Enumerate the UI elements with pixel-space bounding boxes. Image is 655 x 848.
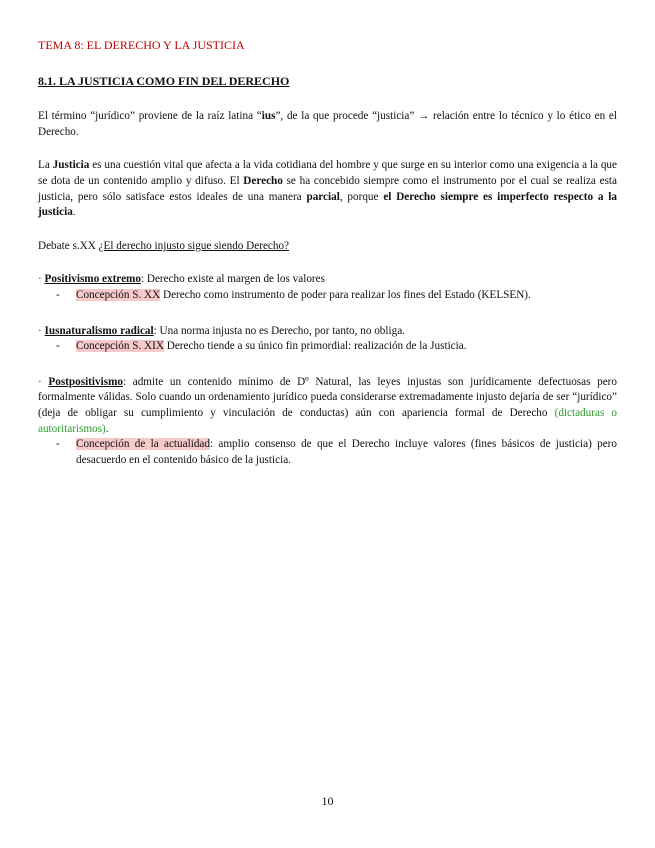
highlight-label: Concepción S. XIX bbox=[76, 340, 164, 353]
bold-term: Justicia bbox=[52, 159, 90, 172]
dash-bullet: - bbox=[56, 340, 60, 353]
bold-phrase: el Derecho siempre es imperfecto respecto a la justicia bbox=[38, 190, 617, 219]
bullet: · bbox=[38, 273, 45, 286]
list-item-positivismo bbox=[38, 272, 617, 303]
text-run: es una cuestión vital que afecta a la vida cotidiana del hombre y que surge en su interior como una exigencia a la que se dota de un contenido amplio y difuso. El bbox=[38, 159, 617, 187]
highlight-label: Concepción S. XX bbox=[76, 288, 161, 301]
debate-question: ¿El derecho injusto sigue siendo Derecho? bbox=[98, 239, 290, 252]
debate-prefix: Debate s.XX bbox=[38, 239, 99, 252]
text-run: : amplio consenso de que el Derecho incluye valores (fines básicos de justicia) pero desacuerdo en el contenido básico de la justicia. bbox=[76, 438, 617, 466]
item-term: Postpositivismo bbox=[48, 375, 123, 388]
item-line bbox=[38, 375, 617, 437]
text-run: . bbox=[105, 422, 109, 435]
text-run: . bbox=[72, 206, 76, 219]
document-title: TEMA 8: EL DERECHO Y LA JUSTICIA bbox=[38, 38, 245, 52]
bold-term: Derecho bbox=[243, 174, 283, 187]
paragraph-justicia bbox=[38, 158, 617, 220]
bullet: · bbox=[38, 375, 49, 388]
sub-item bbox=[56, 437, 617, 468]
bold-term: parcial bbox=[306, 190, 340, 203]
bullet: · bbox=[38, 324, 45, 337]
item-term: Iusnaturalismo radical bbox=[44, 324, 154, 337]
item-term: Positivismo extremo bbox=[44, 273, 141, 286]
paragraph-ius bbox=[38, 109, 617, 140]
sub-item bbox=[56, 339, 617, 355]
document-page bbox=[38, 38, 617, 468]
sub-item-text bbox=[76, 339, 617, 355]
green-note: (dictaduras o autoritarismos) bbox=[38, 406, 617, 435]
item-line bbox=[38, 272, 617, 288]
text-run: La bbox=[38, 159, 53, 172]
text-run: ”, de la que procede “justicia” → relación entre lo técnico y lo ético en el Derecho. bbox=[38, 110, 617, 138]
list-item-postpositivismo bbox=[38, 375, 617, 469]
text-run: , porque bbox=[339, 190, 384, 203]
text-run: Derecho tiende a su único fin primordial: realización de la Justicia. bbox=[163, 340, 467, 353]
text-run: El término “jurídico” proviene de la raíz latina “ bbox=[38, 110, 262, 123]
sub-item bbox=[56, 288, 617, 304]
section-heading: 8.1. LA JUSTICIA COMO FIN DEL DERECHO bbox=[38, 73, 290, 88]
item-text: : Derecho existe al margen de los valores bbox=[140, 273, 325, 286]
sub-item-text bbox=[76, 437, 617, 468]
debate-line bbox=[38, 239, 617, 255]
list-item-iusnaturalismo bbox=[38, 324, 617, 355]
dash-bullet: - bbox=[56, 438, 60, 451]
item-text: : admite un contenido mínimo de Dº Natural, las leyes injustas son jurídicamente defectuosas pero formalmente válidas. Solo cuando un ordenamiento jurídico pueda considerarse extremadamente injusto dejaría de ser “jurídico” (deja de obligar su cumplimiento y vinculación de conductas) aún con apariencia formal de Derecho bbox=[38, 375, 617, 419]
bold-term: ius bbox=[261, 110, 276, 123]
page-number: 10 bbox=[321, 794, 334, 808]
item-text: : Una norma injusta no es Derecho, por tanto, no obliga. bbox=[153, 324, 405, 337]
text-run: se ha concebido siempre como el instrumento por el cual se realiza esta justicia, pero sólo satisface estos ideales de una manera bbox=[38, 174, 617, 203]
sub-item-text bbox=[76, 288, 617, 304]
dash-bullet: - bbox=[56, 288, 60, 301]
text-run: Derecho como instrumento de poder para realizar los fines del Estado (KELSEN). bbox=[160, 288, 531, 301]
item-line bbox=[38, 324, 617, 340]
highlight-label: Concepción de la actualidad bbox=[76, 438, 210, 451]
